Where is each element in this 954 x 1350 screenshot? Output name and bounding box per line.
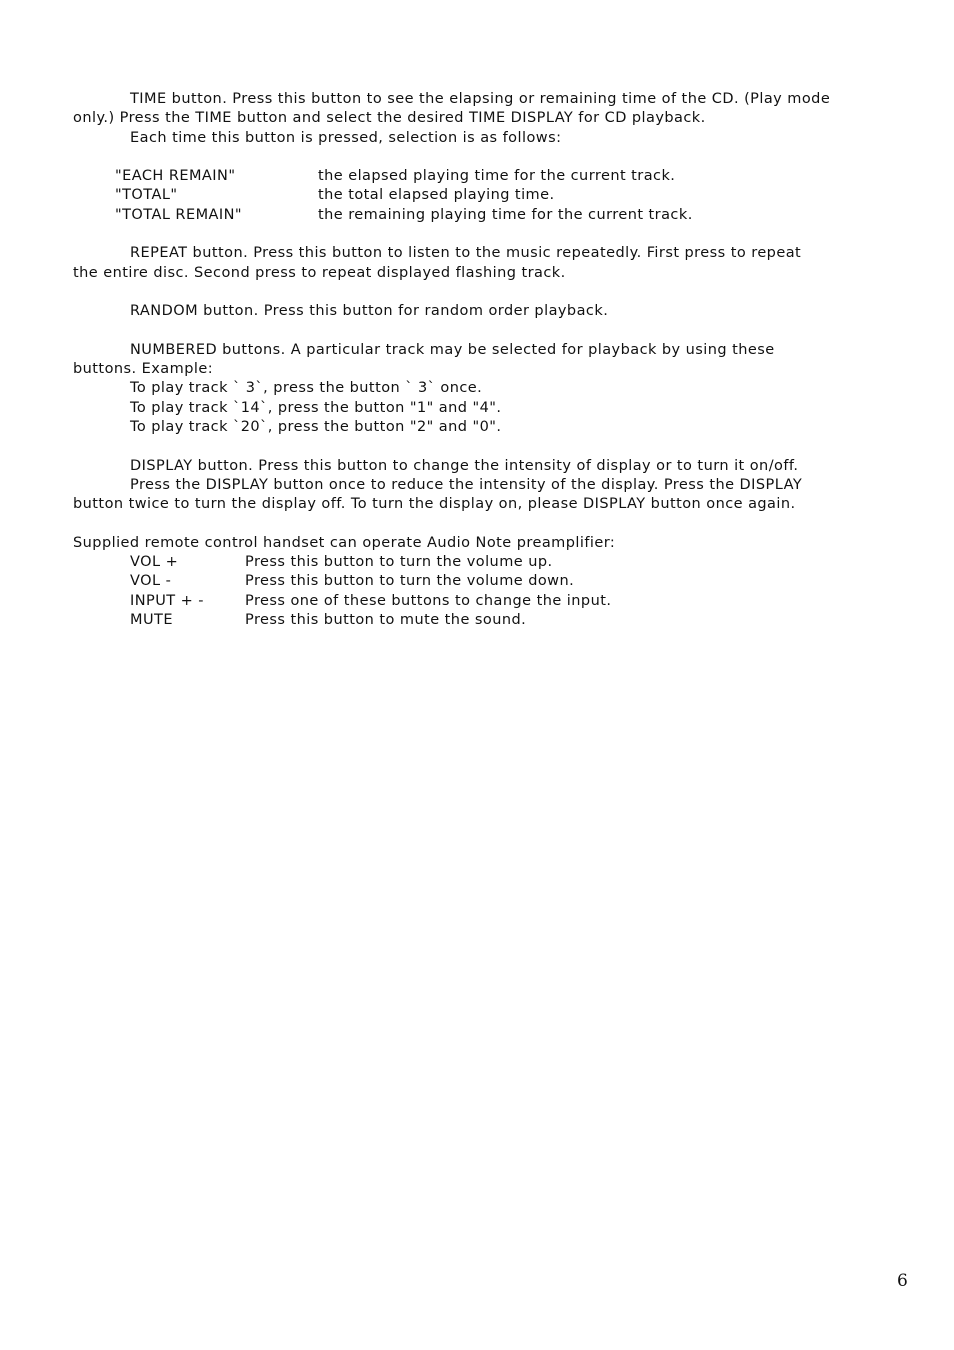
numbered-example: To play track `20`, press the button "2" and "0". [130,419,502,436]
numbered-line-2: buttons. Example: [73,361,214,378]
display-line-2: Press the DISPLAY button once to reduce the intensity of the display. Press the DISPLAY [130,476,803,493]
random-button-section [73,302,913,321]
numbered-example: To play track ` 3`, press the button ` 3` once. [130,380,483,397]
display-line-3: button twice to turn the display off. To turn the display on, please DISPLAY button once again. [73,496,796,513]
time-mode-key: "TOTAL REMAIN" [115,206,243,223]
page-number: 6 [897,1271,908,1291]
remote-key: VOL + [130,554,179,571]
time-mode-desc: the total elapsed playing time. [318,187,555,204]
time-line-2: only.) Press the TIME button and select the desired TIME DISPLAY for CD playback. [73,110,706,127]
numbered-example: To play track `14`, press the button "1" and "4". [130,399,502,416]
time-button-section [73,90,913,148]
remote-key: MUTE [130,612,173,629]
spacer [73,283,913,302]
spacer [73,148,913,167]
remote-desc: Press one of these buttons to change the input. [245,592,612,609]
remote-desc: Press this button to turn the volume up. [245,554,553,571]
remote-item-row [73,611,913,630]
numbered-line-1: NUMBERED buttons. A particular track may be selected for playback by using these [130,341,775,358]
display-button-section [73,457,913,515]
spacer [73,437,913,456]
remote-key: VOL - [130,573,172,590]
time-line-3: Each time this button is pressed, selection is as follows: [130,129,562,146]
repeat-button-section [73,244,913,283]
time-mode-key: "TOTAL" [115,187,178,204]
remote-item-row [73,592,913,611]
time-line-1: TIME button. Press this button to see the elapsing or remaining time of the CD. (Play mode [130,91,831,107]
numbered-buttons-section [73,341,913,437]
random-line-1: RANDOM button. Press this button for random order playback. [130,303,609,320]
spacer [73,322,913,341]
remote-item-row [73,572,913,591]
time-mode-desc: the elapsed playing time for the current track. [318,168,676,185]
repeat-line-1: REPEAT button. Press this button to listen to the music repeatedly. First press to repeat [130,245,802,262]
time-mode-desc: the remaining playing time for the current track. [318,206,693,223]
display-line-1: DISPLAY button. Press this button to change the intensity of display or to turn it on/off. [130,457,799,474]
repeat-line-2: the entire disc. Second press to repeat displayed flashing track. [73,264,566,281]
spacer [73,515,913,534]
manual-page-body [73,90,913,630]
time-mode-key: "EACH REMAIN" [115,168,236,185]
remote-desc: Press this button to turn the volume down. [245,573,575,590]
remote-intro: Supplied remote control handset can operate Audio Note preamplifier: [73,534,616,551]
remote-control-section [73,534,913,630]
spacer [73,225,913,244]
remote-key: INPUT + - [130,592,204,609]
time-mode-row [73,167,913,186]
time-modes-list [73,167,913,225]
time-mode-row [73,186,913,205]
time-mode-row [73,206,913,225]
remote-desc: Press this button to mute the sound. [245,612,527,629]
remote-item-row [73,553,913,572]
